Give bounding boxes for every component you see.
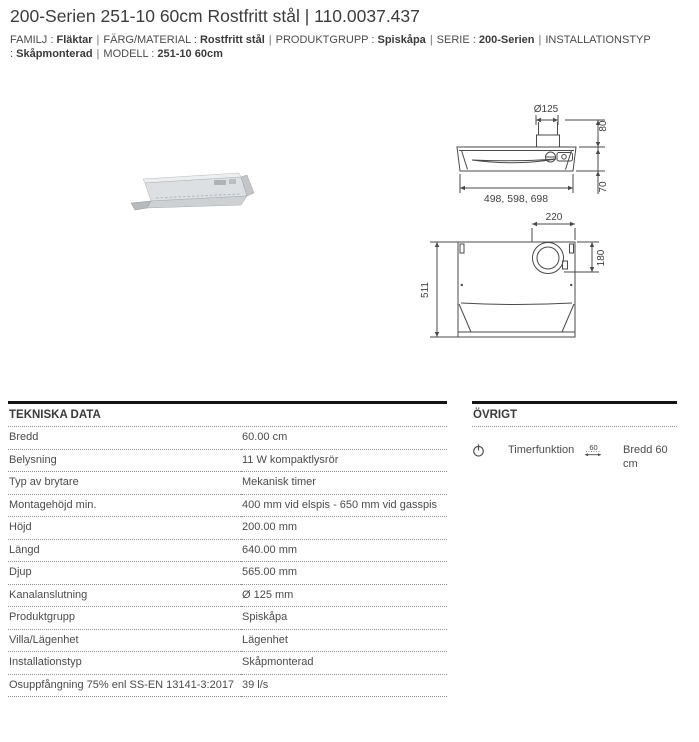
table-row	[8, 494, 447, 517]
spec-value: 11 W kompaktlysrör	[241, 449, 447, 472]
spec-label: Höjd	[8, 517, 241, 540]
table-row	[8, 517, 447, 540]
feature-label-timer: Timerfunktion	[508, 444, 575, 456]
meta-item-produktgrupp: PRODUKTGRUPP : Spiskåpa	[275, 34, 426, 46]
top-view-drawing	[415, 205, 690, 347]
spec-label: Kanalanslutning	[8, 584, 241, 607]
spec-value: Ø 125 mm	[241, 584, 447, 607]
spec-label: Installationstyp	[8, 652, 241, 675]
spec-value: 640.00 mm	[241, 539, 447, 562]
spec-value: 400 mm vid elspis - 650 mm vid gasspis	[241, 494, 447, 517]
dim-label-body-height: 70	[598, 181, 609, 193]
spec-label: Bredd	[8, 427, 241, 449]
table-row	[8, 629, 447, 652]
dim-label-duct-diameter: Ø125	[533, 104, 559, 115]
feature-label-width: Bredd 60 cm	[623, 444, 668, 470]
spec-value: Spiskåpa	[241, 607, 447, 630]
spec-value: 60.00 cm	[241, 427, 447, 449]
table-row	[8, 562, 447, 585]
spec-label: Montagehöjd min.	[8, 494, 241, 517]
product-meta	[10, 33, 655, 61]
table-row	[8, 539, 447, 562]
table-row	[8, 674, 447, 697]
spec-label: Djup	[8, 562, 241, 585]
meta-item-material: FÄRG/MATERIAL : Rostfritt stål	[103, 34, 265, 46]
ovrigt-title: ÖVRIGT	[472, 401, 677, 427]
spec-value: 39 l/s	[241, 674, 447, 697]
spec-label: Produktgrupp	[8, 607, 241, 630]
table-row	[8, 449, 447, 472]
meta-item-serie: SERIE : 200-Serien	[436, 34, 535, 46]
spec-label: Belysning	[8, 449, 241, 472]
meta-separator: |	[268, 34, 272, 46]
meta-separator: |	[96, 34, 100, 46]
table-row	[8, 607, 447, 630]
page-title: 200-Serien 251-10 60cm Rostfritt stål | 110.0037.437	[10, 6, 420, 26]
table-row	[8, 427, 447, 449]
header	[10, 6, 688, 61]
table-row	[8, 584, 447, 607]
spec-value: Lägenhet	[241, 629, 447, 652]
dim-label-widths: 498, 598, 698	[483, 193, 549, 205]
meta-item-installationstyp: INSTALLATIONSTYP : Skåpmonterad	[10, 34, 651, 60]
meta-separator: |	[538, 34, 542, 46]
spec-value: 565.00 mm	[241, 562, 447, 585]
product-photo	[128, 170, 263, 214]
dim-label-duct-depth: 180	[596, 249, 607, 267]
ovrigt-section	[472, 401, 677, 471]
table-row	[8, 652, 447, 675]
dim-label-depth: 511	[420, 282, 431, 298]
front-view-drawing	[415, 92, 690, 210]
dim-label-duct-height: 80	[598, 120, 609, 132]
spec-label: Typ av brytare	[8, 472, 241, 495]
spec-label: Villa/Lägenhet	[8, 629, 241, 652]
table-row	[8, 472, 447, 495]
meta-separator: |	[429, 34, 433, 46]
spec-value: Skåpmonterad	[241, 652, 447, 675]
feature-row	[472, 427, 677, 471]
tekniska-data-title: TEKNISKA DATA	[8, 401, 447, 427]
tekniska-data-table	[8, 401, 447, 697]
spec-label: Längd	[8, 539, 241, 562]
meta-item-modell: MODELL : 251-10 60cm	[103, 48, 223, 60]
spec-value: 200.00 mm	[241, 517, 447, 540]
width-icon-text: 60	[589, 443, 598, 452]
dim-label-duct-width: 220	[545, 212, 563, 223]
spec-label: Osuppfångning 75% enl SS-EN 13141-3:2017	[8, 674, 241, 697]
meta-separator: |	[96, 48, 100, 60]
timer-icon	[472, 443, 508, 462]
spec-value: Mekanisk timer	[241, 472, 447, 495]
width-60-icon	[583, 443, 623, 463]
meta-item-familj: FAMILJ : Fläktar	[10, 34, 93, 46]
